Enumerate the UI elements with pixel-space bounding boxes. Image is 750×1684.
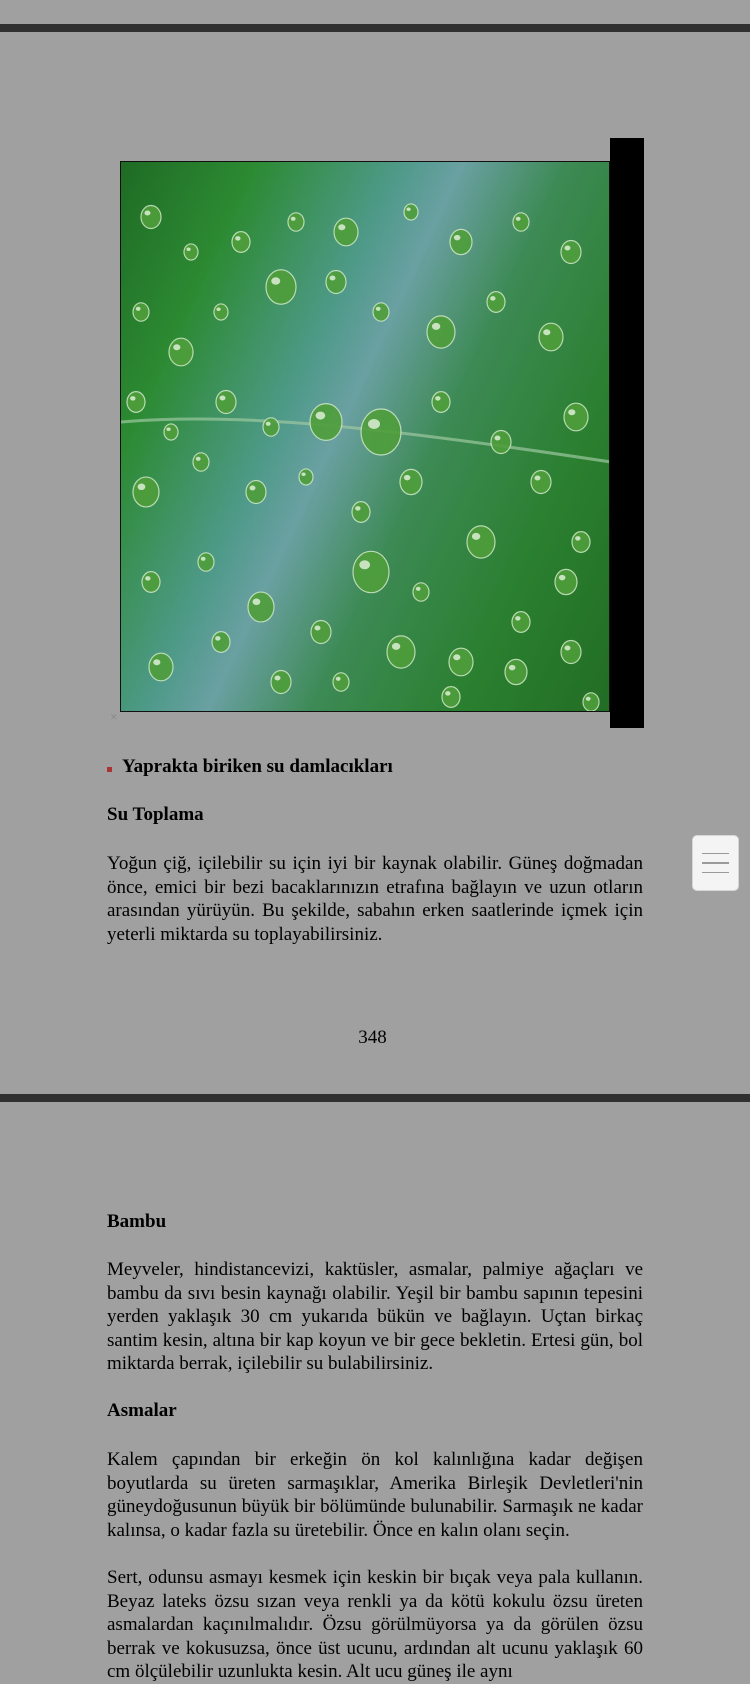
water-drop bbox=[149, 653, 173, 681]
water-drop bbox=[555, 569, 577, 594]
page-break-border bbox=[0, 1094, 750, 1102]
water-drop bbox=[214, 304, 228, 320]
water-drop-highlight bbox=[275, 676, 281, 681]
water-drop-highlight bbox=[359, 560, 370, 569]
water-drop-highlight bbox=[315, 626, 321, 631]
water-drop bbox=[361, 409, 401, 455]
water-drop bbox=[326, 271, 346, 294]
water-drop bbox=[133, 303, 149, 321]
water-drop-highlight bbox=[235, 236, 240, 241]
water-drop bbox=[387, 636, 415, 668]
water-drop bbox=[310, 404, 342, 441]
section-heading-su-toplama: Su Toplama bbox=[107, 804, 204, 825]
paragraph-su-toplama: Yoğun çiğ, içilebilir su için iyi bir kaynak olabilir. Güneş doğmadan önce, emici bir bezi bacaklarınızın etrafına bağlayın ve uzun otların arasından yürüyün. Bu şekilde, sabahın erken saatlerinde içmek için yeterli miktarda su toplayabilirsiniz. bbox=[107, 853, 643, 945]
water-drop-highlight bbox=[130, 396, 135, 401]
water-drop-highlight bbox=[220, 396, 226, 401]
water-drop bbox=[505, 659, 527, 684]
image-caption-row bbox=[107, 756, 393, 778]
water-drop bbox=[513, 213, 529, 231]
water-drop-highlight bbox=[271, 277, 280, 285]
water-drop bbox=[487, 292, 505, 313]
water-drop bbox=[512, 612, 530, 633]
water-drop bbox=[216, 391, 236, 414]
water-drop-highlight bbox=[490, 296, 495, 301]
image-caption: Yaprakta biriken su damlacıkları bbox=[122, 756, 393, 777]
water-drop bbox=[142, 572, 160, 593]
water-drop-highlight bbox=[301, 472, 305, 476]
image-corner-mark: ✕ bbox=[110, 712, 118, 722]
hamburger-menu-icon bbox=[702, 853, 729, 855]
water-drop bbox=[248, 592, 274, 622]
water-drop-highlight bbox=[216, 307, 220, 311]
water-drop-highlight bbox=[559, 575, 566, 581]
page-number: 348 bbox=[358, 1027, 387, 1048]
water-drop-highlight bbox=[565, 246, 571, 251]
water-drop-highlight bbox=[266, 422, 271, 426]
water-drop bbox=[400, 469, 422, 494]
water-drop-highlight bbox=[406, 207, 410, 211]
scan-edge-bar bbox=[610, 138, 644, 728]
water-drop-highlight bbox=[336, 677, 341, 681]
water-drop-highlight bbox=[291, 217, 296, 221]
water-drop-highlight bbox=[368, 419, 380, 429]
water-drop-highlight bbox=[250, 486, 256, 491]
water-drop bbox=[531, 471, 551, 494]
water-drop bbox=[373, 303, 389, 321]
water-drop bbox=[561, 641, 581, 664]
water-drop bbox=[583, 693, 599, 711]
water-drop-highlight bbox=[153, 659, 160, 665]
water-drop bbox=[266, 270, 296, 305]
water-drop-highlight bbox=[392, 643, 400, 650]
water-drop-highlight bbox=[509, 665, 516, 671]
water-drop-highlight bbox=[575, 536, 580, 541]
water-drop-highlight bbox=[515, 616, 520, 621]
water-drop-highlight bbox=[145, 576, 150, 581]
water-drop bbox=[427, 316, 455, 348]
water-drop-highlight bbox=[355, 506, 360, 511]
paragraph-asmalar: Kalem çapından bir erkeğin ön kol kalınlığına kadar değişen boyutlarda su üreten sarmaşıklar, Amerika Birleşik Devletleri'nin güneydoğusunun büyük bir bölümünde bulunabilir. Sarmaşık ne kadar kalınsa, o kadar fazla su üretebilir. Önce en kalın olanı seçin. bbox=[107, 1449, 643, 1541]
water-drop bbox=[450, 229, 472, 254]
caption-bullet-icon bbox=[107, 767, 112, 772]
water-drop-highlight bbox=[136, 307, 141, 311]
water-drop bbox=[164, 424, 178, 440]
water-drop bbox=[572, 532, 590, 553]
water-drop bbox=[263, 418, 279, 436]
water-drop bbox=[432, 392, 450, 413]
section-heading-bambu: Bambu bbox=[107, 1211, 167, 1232]
water-drop-highlight bbox=[173, 344, 180, 350]
water-drop bbox=[491, 431, 511, 454]
water-drop-highlight bbox=[432, 323, 440, 330]
water-drop bbox=[288, 213, 304, 231]
menu-button[interactable] bbox=[692, 835, 739, 891]
water-drop bbox=[352, 502, 370, 523]
water-drop bbox=[246, 481, 266, 504]
water-drop bbox=[169, 338, 193, 366]
water-drop-highlight bbox=[196, 457, 201, 461]
water-drop bbox=[193, 453, 209, 471]
water-drop-highlight bbox=[535, 476, 541, 481]
water-drop-highlight bbox=[253, 599, 261, 606]
water-drop-highlight bbox=[416, 587, 421, 591]
water-drop-highlight bbox=[565, 646, 571, 651]
water-drop-highlight bbox=[445, 691, 450, 696]
water-drop bbox=[141, 206, 161, 229]
water-drop-highlight bbox=[435, 396, 440, 401]
paragraph-asma-kesme: Sert, odunsu asmayı kesmek için keskin bir bıçak veya pala kullanın. Beyaz lateks özsu sızan veya renkli ya da kötü kokulu özsu üreten asmalardan kaçınılmalıdır. Özsu görülmüyorsa ya da görülen özsu berrak ve kokusuzsa, önce üst ucunu, ardından alt ucunu yaklaşık 60 cm ölçülebilir uzunlukta kesin. Alt ucu güneş ile aynı bbox=[107, 1567, 643, 1682]
water-drop bbox=[467, 526, 495, 558]
water-drop-highlight bbox=[543, 329, 550, 335]
water-drop bbox=[212, 632, 230, 653]
water-drop bbox=[127, 392, 145, 413]
paragraph-bambu: Meyveler, hindistancevizi, kaktüsler, asmalar, palmiye ağaçları ve bambu da sıvı besin kaynağı olabilir. Yeşil bir bambu sapının tepesini yerden yaklaşık 30 cm yukarıda bükün ve bağlayın. Uçtan birkaç santim kesin, altına bir kap koyun ve bir gece bekletin. Ertesi gün, bol miktarda berrak, içilebilir su bulabilirsiniz. bbox=[107, 1259, 643, 1374]
water-drop-highlight bbox=[186, 247, 190, 251]
water-drop bbox=[404, 204, 418, 220]
water-drop-highlight bbox=[495, 436, 501, 441]
water-drop bbox=[334, 218, 358, 246]
water-drop bbox=[133, 477, 159, 507]
water-drop-highlight bbox=[330, 276, 336, 281]
water-drop-highlight bbox=[215, 636, 220, 641]
water-drop-highlight bbox=[516, 217, 521, 221]
leaf-photo bbox=[120, 161, 610, 712]
water-drop-highlight bbox=[145, 211, 151, 216]
water-drop bbox=[442, 687, 460, 708]
water-drop-highlight bbox=[338, 224, 345, 230]
water-drop bbox=[184, 244, 198, 260]
water-drop bbox=[449, 648, 473, 676]
water-drop bbox=[353, 551, 389, 592]
water-drop bbox=[561, 241, 581, 264]
water-drop bbox=[299, 469, 313, 485]
water-drop bbox=[539, 323, 563, 351]
water-drop bbox=[333, 673, 349, 691]
water-drop-highlight bbox=[316, 412, 326, 420]
water-drop bbox=[311, 621, 331, 644]
section-heading-asmalar: Asmalar bbox=[107, 1400, 177, 1421]
water-drop bbox=[413, 583, 429, 601]
water-drop-highlight bbox=[166, 427, 170, 431]
water-drop-highlight bbox=[138, 484, 146, 491]
water-drops-graphic bbox=[121, 162, 610, 712]
page-top-border bbox=[0, 24, 750, 32]
water-drop bbox=[271, 671, 291, 694]
water-drop-highlight bbox=[472, 533, 480, 540]
water-drop-highlight bbox=[454, 235, 461, 241]
water-drop-highlight bbox=[201, 557, 206, 561]
water-drop-highlight bbox=[586, 697, 591, 701]
water-drop bbox=[198, 553, 214, 571]
water-drop bbox=[232, 232, 250, 253]
water-drop-highlight bbox=[376, 307, 381, 311]
water-drop bbox=[564, 403, 588, 431]
water-drop-highlight bbox=[404, 475, 411, 481]
water-drop-highlight bbox=[453, 654, 460, 660]
water-drop-highlight bbox=[568, 409, 575, 415]
